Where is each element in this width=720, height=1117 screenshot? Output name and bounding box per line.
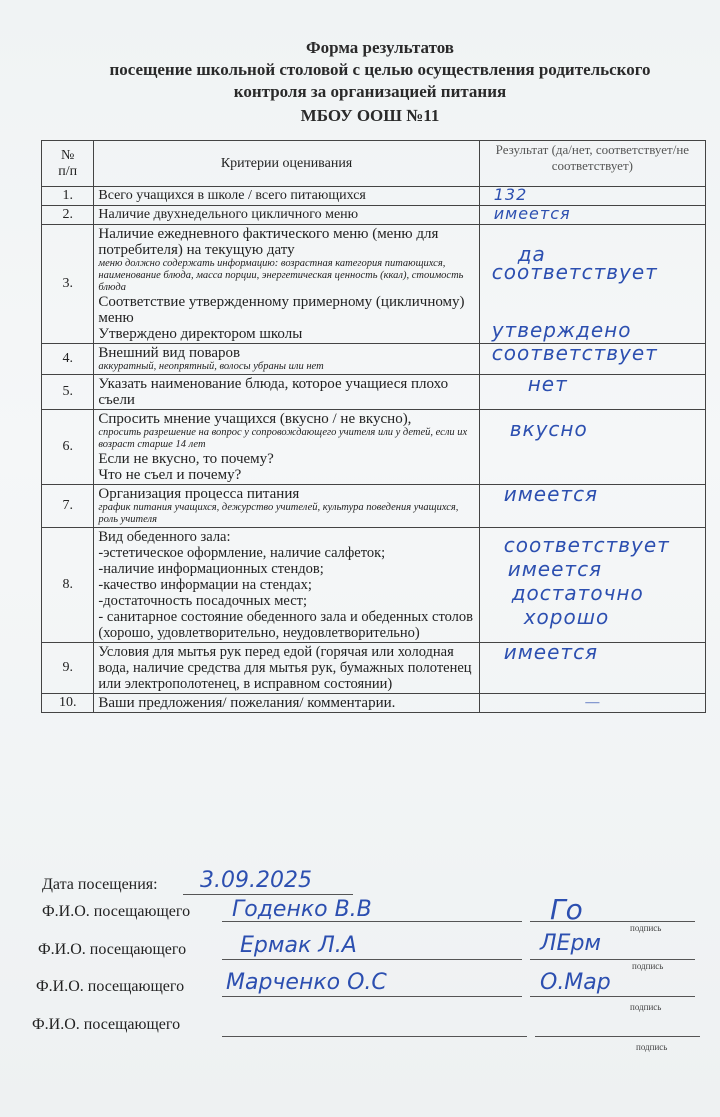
row-criteria: [94, 225, 479, 344]
title-line-3: контроля за организацией питания: [233, 82, 507, 101]
date-line: [183, 894, 353, 895]
criteria-note: спросить разрешение на вопрос у сопровождающего учителя или у детей, если их возраст старше 14 лет: [98, 427, 468, 450]
criteria-text: Внешний вид поваров: [98, 345, 241, 361]
result-handwriting: имеется: [503, 482, 599, 506]
criteria-text: Спросить мнение учащихся (вкусно / не вкусно),: [98, 411, 412, 427]
result-handwriting: нет: [527, 372, 568, 396]
criteria-item: -достаточность посадочных мест;: [98, 593, 308, 609]
row-criteria: Всего учащихся в школе / всего питающихся: [94, 187, 479, 206]
result-dash: —: [585, 695, 600, 710]
row-result: [479, 528, 705, 643]
result-handwriting: имеется: [503, 640, 599, 664]
criteria-item: -эстетическое оформление, наличие салфеток;: [98, 545, 386, 561]
criteria-extra-2: Что не съел и почему?: [98, 467, 242, 483]
table-row: [42, 375, 706, 410]
result-handwriting: достаточно: [511, 581, 644, 605]
criteria-note: аккуратный, неопрятный, волосы убраны или нет: [98, 361, 324, 372]
row-criteria: Условия для мытья рук перед едой (горячая или холодная вода, наличие средства для мытья рук, бумажных полотенец или электрополотенец, в исправном состоянии): [94, 643, 479, 694]
title-line-1: Форма результатов: [306, 38, 454, 57]
row-criteria: [94, 410, 479, 485]
row-num: 9.: [42, 643, 94, 694]
criteria-extra: Если не вкусно, то почему?: [98, 451, 274, 467]
visitor-signature: ЛЕрм: [540, 931, 602, 956]
name-line: [222, 959, 522, 960]
signature-caption: подпись: [630, 1002, 662, 1012]
title-line-4: МБОУ ООШ №11: [300, 106, 440, 125]
criteria-item: (хорошо, удовлетворительно, неудовлетворительно): [98, 625, 420, 641]
name-line: [222, 996, 522, 997]
row-num: 2.: [42, 206, 94, 225]
table-row: [42, 225, 706, 344]
row-result: [479, 225, 705, 344]
row-result: [479, 341, 705, 375]
visitor-name: Годенко В.В: [232, 897, 372, 922]
result-handwriting: соответствует: [491, 260, 658, 284]
row-result: [479, 694, 705, 713]
table-header: [42, 141, 706, 187]
row-result: [479, 372, 705, 410]
signature-line: [530, 959, 695, 960]
row-criteria: [94, 528, 479, 643]
header-result: Результат (да/нет, соответствует/не соответствует): [479, 141, 705, 187]
criteria-text: Наличие ежедневного фактического меню (меню для потребителя) на текущую дату: [98, 226, 439, 258]
criteria-extra: Соответствие утвержденному примерному (цикличному) меню: [98, 294, 465, 326]
row-criteria: [94, 344, 479, 375]
name-line: [222, 1036, 527, 1037]
row-criteria: Ваши предложения/ пожелания/ комментарии.: [94, 694, 479, 713]
criteria-item: - санитарное состояние обеденного зала и обеденных столов: [98, 609, 473, 625]
table-row: [42, 643, 706, 694]
row-result: [479, 640, 705, 694]
visitor-name: Ермак Л.А: [240, 933, 357, 958]
header-num: № п/п: [42, 141, 94, 187]
signature-caption: подпись: [630, 923, 662, 933]
result-handwriting: да: [517, 242, 546, 266]
table-row: [42, 694, 706, 713]
row-num: 7.: [42, 485, 94, 528]
result-handwriting: утверждено: [491, 318, 632, 342]
visitor-signature: Го: [550, 893, 583, 926]
visitor-label: Ф.И.О. посещающего: [36, 978, 185, 995]
criteria-item: -наличие информационных стендов;: [98, 561, 324, 577]
table-row: [42, 206, 706, 225]
row-result: имеется: [479, 206, 705, 225]
criteria-note: меню должно содержать информацию: возрастная категория питающихся, наименование блюда, масса порции, энергетическая ценность (ккал), стоимость блюда: [98, 258, 464, 293]
row-result: [479, 482, 705, 528]
criteria-text: Вид обеденного зала:: [98, 529, 231, 545]
table-row: [42, 344, 706, 375]
visitor-label: Ф.И.О. посещающего: [42, 903, 191, 920]
criteria-extra-2: Утверждено директором школы: [98, 326, 303, 342]
row-num: 5.: [42, 375, 94, 410]
row-num: 8.: [42, 528, 94, 643]
criteria-note: график питания учащихся, дежурство учителей, культура поведения учащихся, роль учителя: [98, 502, 459, 525]
signature-line: [535, 1036, 700, 1037]
visitor-label: Ф.И.О. посещающего: [32, 1016, 181, 1033]
table-row: [42, 410, 706, 485]
result-handwriting: хорошо: [523, 605, 610, 629]
row-num: 3.: [42, 225, 94, 344]
row-num: 1.: [42, 187, 94, 206]
result-handwriting: соответствует: [491, 341, 658, 365]
criteria-table: [41, 140, 706, 713]
row-num: 4.: [42, 344, 94, 375]
result-handwriting: вкусно: [509, 417, 588, 441]
signature-caption: подпись: [632, 961, 664, 971]
row-num: 10.: [42, 694, 94, 713]
result-handwriting: имеется: [507, 557, 603, 581]
signature-line: [530, 996, 695, 997]
result-handwriting: соответствует: [503, 533, 670, 557]
row-result: 132: [479, 187, 705, 206]
criteria-text: Организация процесса питания: [98, 486, 300, 502]
visitor-name: Марченко О.С: [226, 970, 387, 995]
title-line-2: посещение школьной столовой с целью осуществления родительского: [109, 60, 651, 79]
date-value: 3.09.2025: [200, 868, 312, 893]
table-row: [42, 485, 706, 528]
table-row: [42, 187, 706, 206]
signature-caption: подпись: [636, 1042, 668, 1052]
header-criteria: Критерии оценивания: [94, 141, 479, 187]
row-criteria: [94, 485, 479, 528]
row-num: 6.: [42, 410, 94, 485]
visitor-label: Ф.И.О. посещающего: [38, 941, 187, 958]
table-row: [42, 528, 706, 643]
visitor-signature: О.Мар: [540, 970, 611, 995]
date-label: Дата посещения:: [42, 876, 158, 893]
row-result: [479, 410, 705, 485]
criteria-item: -качество информации на стендах;: [98, 577, 312, 593]
row-criteria: Наличие двухнедельного цикличного меню: [94, 206, 479, 225]
row-criteria: Указать наименование блюда, которое учащиеся плохо съели: [94, 375, 479, 410]
